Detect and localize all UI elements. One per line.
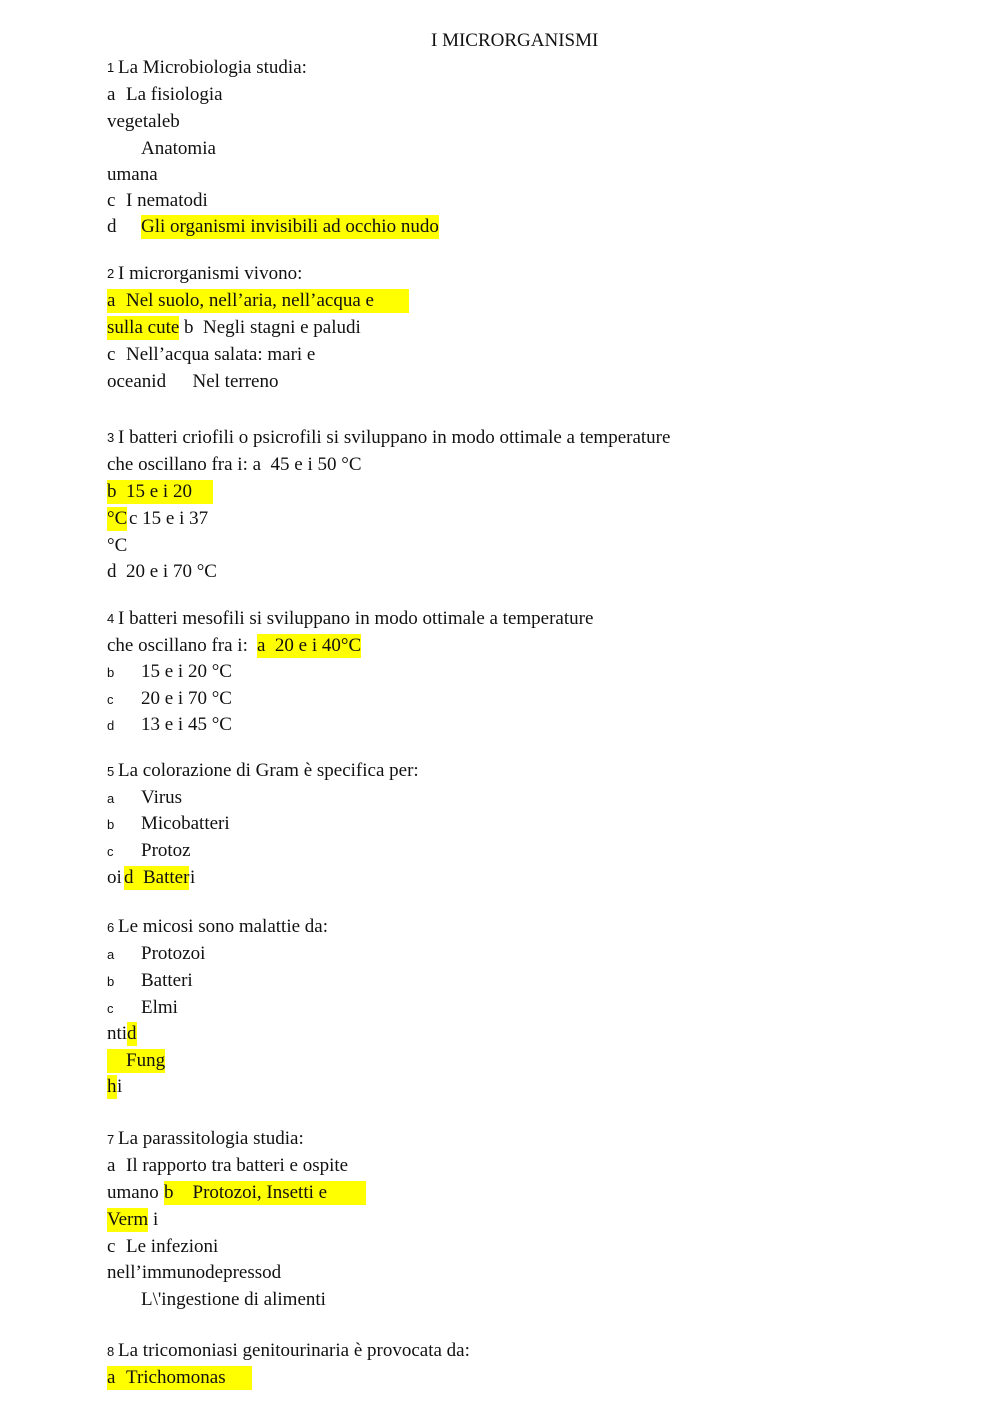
answer-option: d 20 e i 70 °C [107,561,217,582]
question-text: che oscillano fra i: [107,635,248,656]
highlighted-answer: Verm [107,1209,149,1230]
question-text: La Microbiologia studia: [118,57,307,78]
answer-option: a Il rapporto tra batteri e ospite [107,1155,349,1176]
answer-option: umana [107,164,158,185]
answer-option: Virus [141,787,183,808]
question-number: 7 [107,1132,115,1147]
highlighted-answer: °C [107,508,128,529]
answer-option: umano [107,1182,159,1203]
question-number: 6 [107,920,115,935]
question-number: 2 [107,266,115,281]
highlighted-answer: d [107,216,117,237]
question-text: Le micosi sono malattie da: [118,916,329,937]
answer-option: °C [107,535,128,556]
question-number: 4 [107,611,115,626]
question-text: La colorazione di Gram è specifica per: [118,760,419,781]
answer-letter: c [107,692,114,707]
page-title: I MICRORGANISMI [431,30,599,51]
question-text: I microrganismi vivono: [118,263,303,284]
highlighted-answer: Gli organismi invisibili ad occhio nudo [141,216,439,237]
answer-option: c Nell’acqua salata: mari e [107,344,316,365]
question-text: La tricomoniasi genitourinaria è provocata da: [118,1340,470,1361]
answer-letter: d [107,718,115,733]
question-number: 5 [107,764,115,779]
answer-option: Micobatteri [141,813,230,834]
answer-option: oceanid Nel terreno [107,371,279,392]
question-number: 1 [107,60,115,75]
answer-letter: b [107,665,115,680]
answer-letter: b [107,817,115,832]
highlighted-answer: d [127,1023,137,1044]
answer-option: Protoz [141,840,191,861]
answer-option: c I nematodi [107,190,208,211]
answer-option: L\'ingestione di alimenti [141,1289,326,1310]
answer-option: 20 e i 70 °C [141,688,232,709]
answer-letter: a [107,947,115,962]
highlighted-answer: h [107,1076,117,1097]
answer-option: oi [107,867,122,888]
answer-option: Protozoi [141,943,206,964]
answer-option: b Negli stagni e paludi [184,317,361,338]
highlighted-answer: a Nel suolo, nell’aria, nell’acqua e [107,289,409,313]
answer-option: c 15 e i 37 [129,508,209,529]
answer-option: nell’immunodepressod [107,1262,282,1283]
answer-option: Anatomia [141,138,216,159]
answer-option: vegetaleb [107,111,180,132]
highlighted-answer: b Protozoi, Insetti e [164,1181,366,1205]
highlighted-answer: a Trichomonas [107,1366,252,1390]
answer-option: Batteri [141,970,193,991]
answer-option: 13 e i 45 °C [141,714,232,735]
question-number: 3 [107,430,115,445]
highlighted-answer: d Batter [124,867,190,888]
answer-option: nti [107,1023,128,1044]
question-text: che oscillano fra i: a 45 e i 50 °C [107,454,362,475]
answer-letter: c [107,1001,114,1016]
question-text: La parassitologia studia: [118,1128,304,1149]
answer-option: Elmi [141,997,178,1018]
answer-letter: a [107,791,115,806]
question-text: I batteri criofili o psicrofili si sviluppano in modo ottimale a temperature [118,427,671,448]
highlighted-answer: b 15 e i 20 [107,480,213,504]
answer-option: c Le infezioni [107,1236,219,1257]
answer-option: i [117,1076,123,1097]
question-number: 8 [107,1344,115,1359]
answer-letter: b [107,974,115,989]
highlighted-answer: Fung [107,1050,166,1071]
question-text: I batteri mesofili si sviluppano in modo ottimale a temperature [118,608,594,629]
answer-option: 15 e i 20 °C [141,661,232,682]
highlighted-answer: a 20 e i 40°C [257,635,362,656]
answer-option: i [190,867,196,888]
answer-letter: c [107,844,114,859]
answer-option: i [153,1209,159,1230]
answer-option: a La fisiologia [107,84,223,105]
highlighted-answer: sulla cute [107,317,180,338]
